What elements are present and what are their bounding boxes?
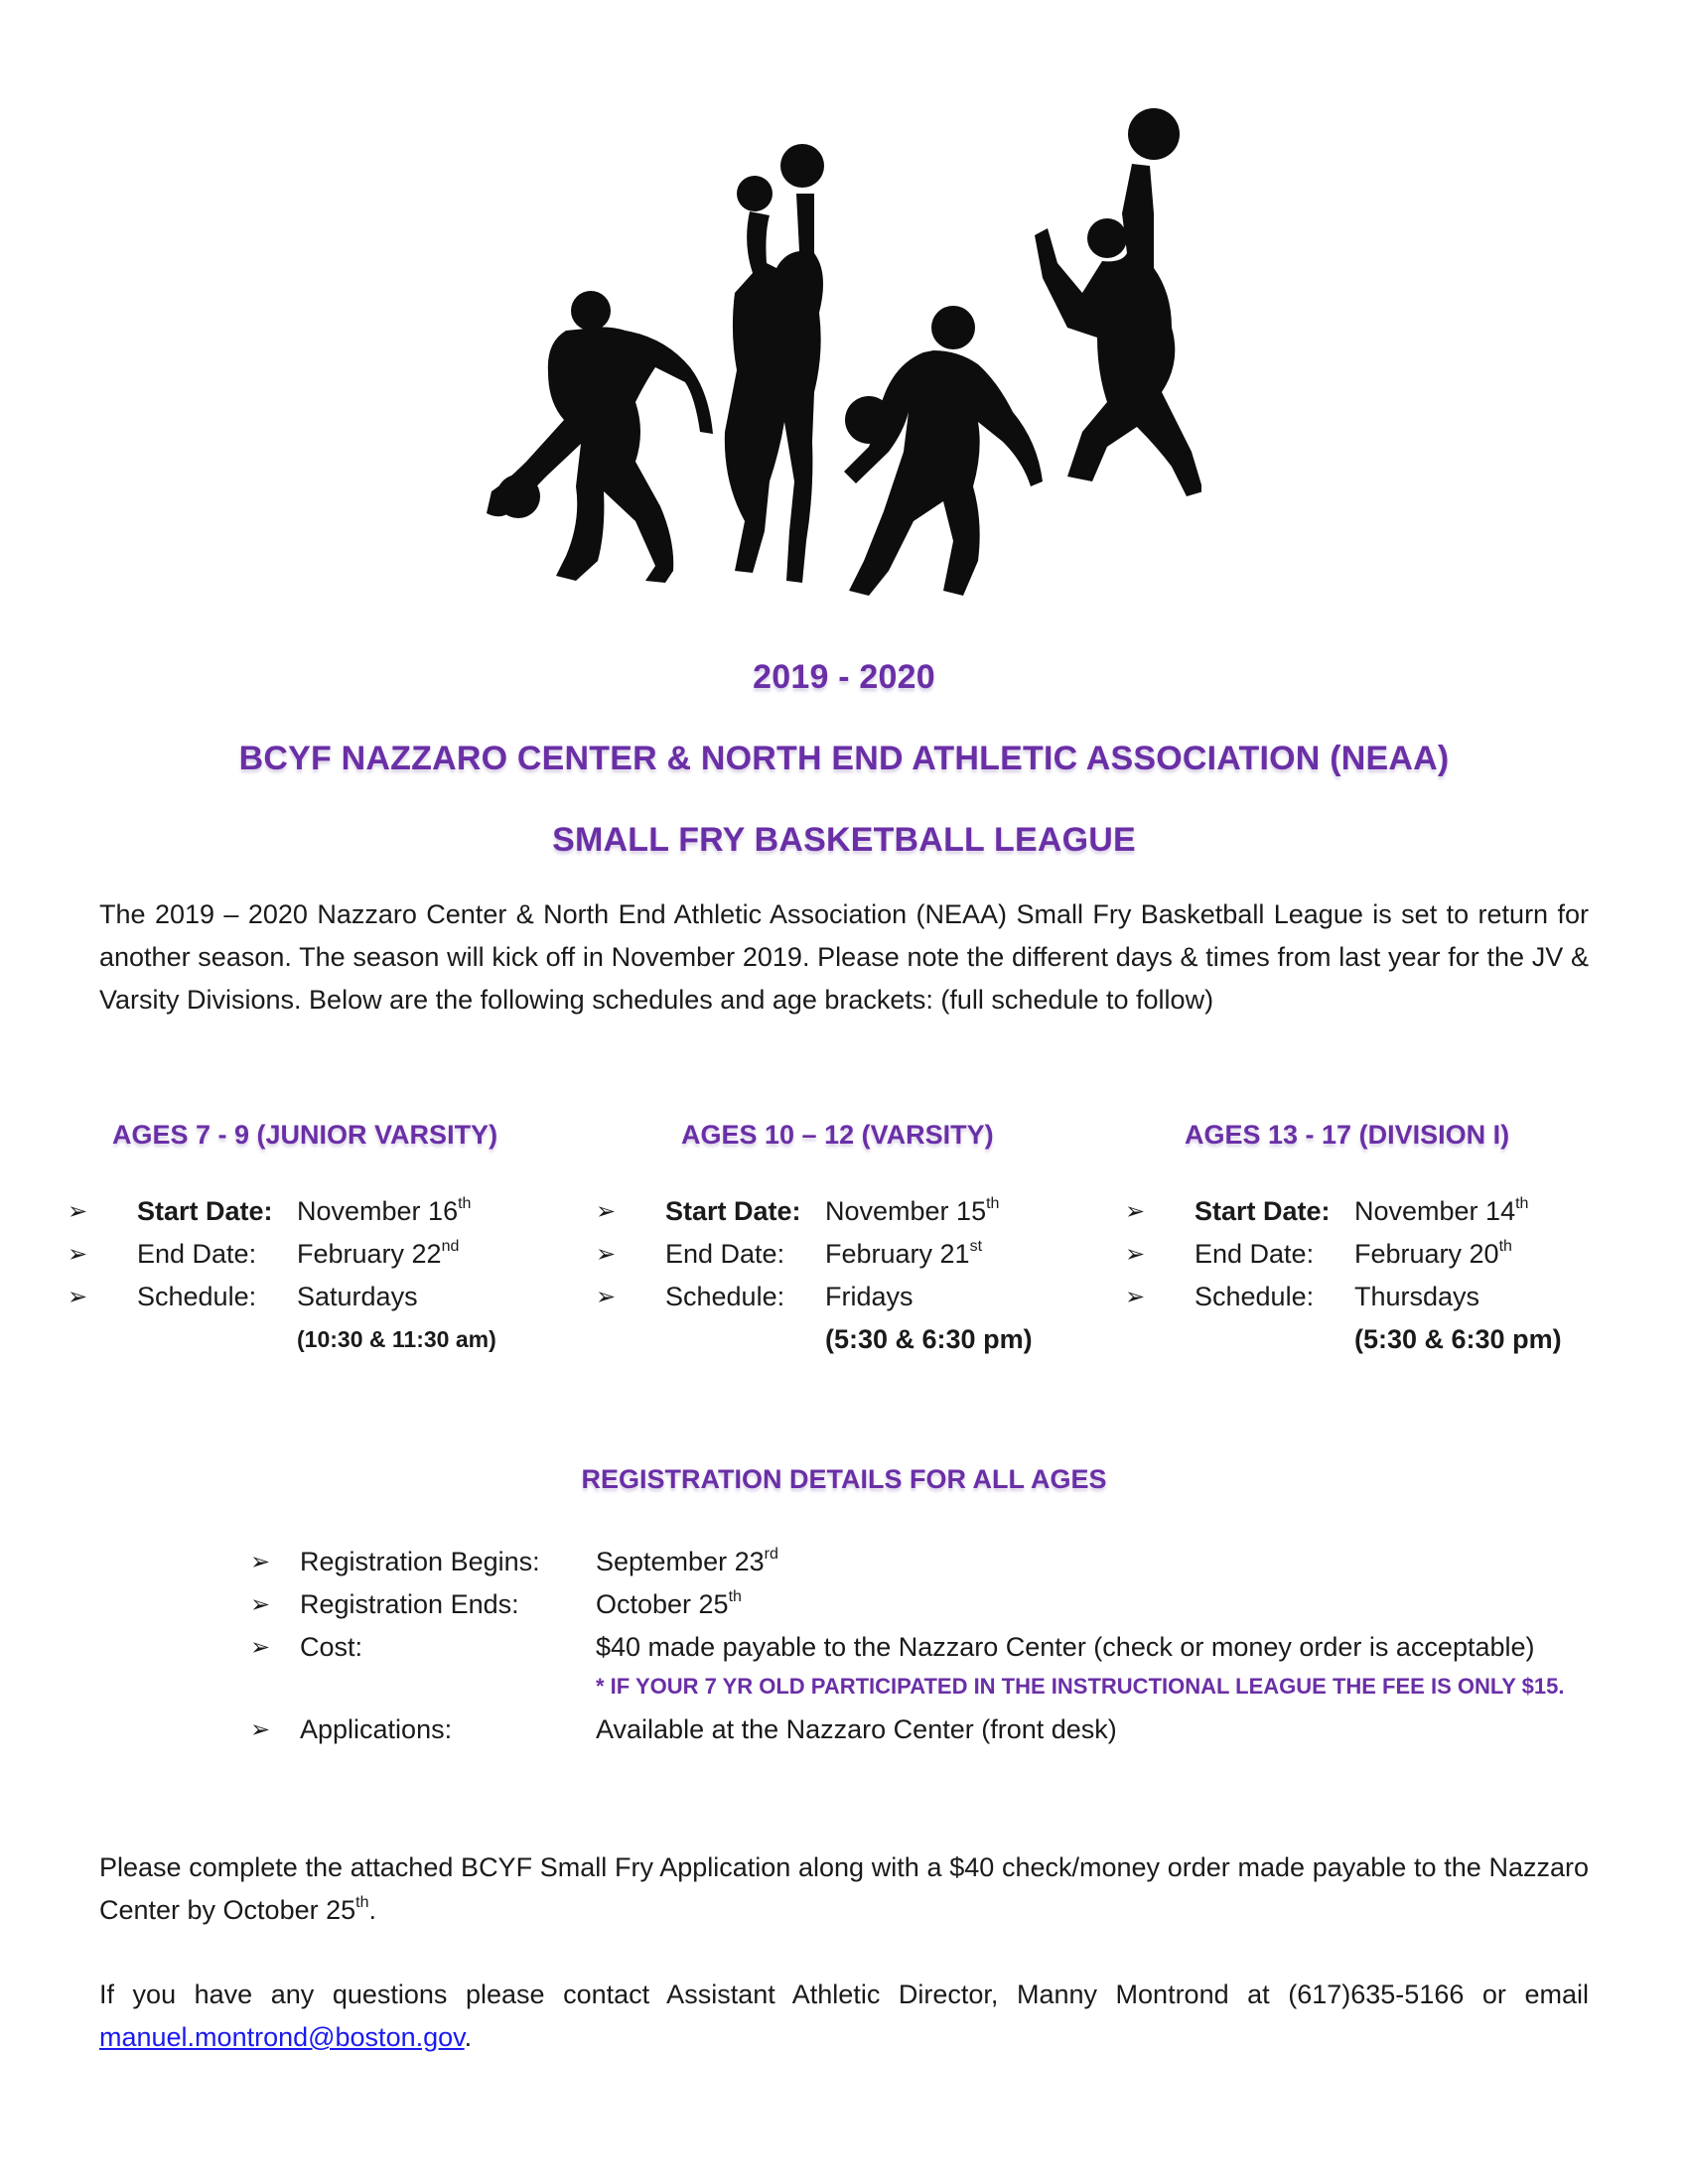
registration-begins-value: September 23rd: [596, 1546, 778, 1576]
intro-paragraph: The 2019 – 2020 Nazzaro Center & North End Athletic Association (NEAA) Small Fry Basketball League is set to return for another season. The season will kick off in November 2019. Please note the different days & times from last year for the JV & Varsity Divisions. Below are the following schedules and age brackets: (full schedule to follow): [99, 899, 1589, 1015]
start-date-label: Start Date:: [137, 1196, 273, 1226]
end-date-value: February 21st: [825, 1238, 983, 1269]
schedule-value: Fridays: [825, 1282, 914, 1311]
applications-value: Available at the Nazzaro Center (front desk): [596, 1714, 1117, 1744]
times-row: [596, 1318, 1152, 1361]
cost-label: Cost:: [300, 1632, 363, 1662]
registration-ends-value: October 25th: [596, 1588, 742, 1619]
division-title: AGES 7 - 9 (JUNIOR VARSITY): [112, 1120, 498, 1150]
end-date-label: End Date:: [137, 1239, 257, 1269]
schedule-label: Schedule:: [137, 1282, 257, 1311]
end-date-value: February 20th: [1354, 1238, 1512, 1269]
email-link[interactable]: manuel.montrond@boston.gov: [99, 2022, 465, 2052]
arrowhead-bullet-icon: ➢: [596, 1241, 617, 1268]
applications-label: Applications:: [300, 1714, 453, 1744]
arrowhead-bullet-icon: ➢: [68, 1198, 88, 1225]
division-varsity: [596, 1120, 1152, 1361]
schedule-times: (5:30 & 6:30 pm): [825, 1324, 1033, 1354]
arrowhead-bullet-icon: ➢: [1125, 1284, 1146, 1310]
schedule-times: (5:30 & 6:30 pm): [1354, 1324, 1562, 1354]
registration-ends-row: [250, 1583, 1601, 1626]
contact-paragraph: If you have any questions please contact Assistant Athletic Director, Manny Montrond at (617)635-5166 or email manuel.montrond@boston.gov.: [99, 1979, 1589, 2052]
registration-begins-label: Registration Begins:: [300, 1547, 540, 1576]
end-date-row: [596, 1233, 1152, 1276]
times-row: [1125, 1318, 1681, 1361]
division-title: AGES 13 - 17 (DIVISION I): [1185, 1120, 1510, 1150]
start-date-row: [596, 1190, 1152, 1233]
start-date-value: November 16th: [297, 1195, 472, 1226]
arrowhead-bullet-icon: ➢: [68, 1241, 88, 1268]
schedule-times: (10:30 & 11:30 am): [297, 1326, 496, 1352]
division-title: AGES 10 – 12 (VARSITY): [681, 1120, 994, 1150]
arrowhead-bullet-icon: ➢: [596, 1284, 617, 1310]
division-junior-varsity: [68, 1120, 624, 1361]
schedule-row: [1125, 1276, 1681, 1318]
arrowhead-bullet-icon: ➢: [250, 1716, 271, 1743]
start-date-label: Start Date:: [1195, 1196, 1331, 1226]
cost-note-row: [250, 1669, 1601, 1708]
league-heading: SMALL FRY BASKETBALL LEAGUE: [552, 821, 1136, 859]
season-years-heading: 2019 - 2020: [753, 658, 935, 696]
registration-list: [250, 1541, 1601, 1751]
end-date-row: [68, 1233, 624, 1276]
times-row: [68, 1318, 624, 1361]
organization-heading: BCYF NAZZARO CENTER & NORTH END ATHLETIC ASSOCIATION (NEAA): [238, 740, 1450, 777]
start-date-row: [68, 1190, 624, 1233]
schedule-value: Saturdays: [297, 1282, 418, 1311]
arrowhead-bullet-icon: ➢: [596, 1198, 617, 1225]
start-date-value: November 14th: [1354, 1195, 1529, 1226]
basketball-players-silhouette-icon: [487, 104, 1201, 611]
end-date-value: February 22nd: [297, 1238, 460, 1269]
applications-row: [250, 1708, 1601, 1751]
start-date-value: November 15th: [825, 1195, 1000, 1226]
registration-begins-row: [250, 1541, 1601, 1583]
cost-row: [250, 1626, 1601, 1669]
registration-ends-label: Registration Ends:: [300, 1589, 519, 1619]
registration-heading: REGISTRATION DETAILS FOR ALL AGES: [581, 1464, 1107, 1494]
complete-application-paragraph: Please complete the attached BCYF Small Fry Application along with a $40 check/money order made payable to the Nazzaro Center by October 25th.: [99, 1852, 1589, 1925]
arrowhead-bullet-icon: ➢: [250, 1549, 271, 1575]
schedule-label: Schedule:: [1195, 1282, 1315, 1311]
schedule-label: Schedule:: [665, 1282, 785, 1311]
arrowhead-bullet-icon: ➢: [1125, 1198, 1146, 1225]
end-date-label: End Date:: [665, 1239, 785, 1269]
cost-value: $40 made payable to the Nazzaro Center (check or money order is acceptable): [596, 1632, 1535, 1662]
cost-note: * IF YOUR 7 YR OLD PARTICIPATED IN THE INSTRUCTIONAL LEAGUE THE FEE IS ONLY $15.: [596, 1674, 1565, 1699]
schedule-row: [68, 1276, 624, 1318]
schedule-row: [596, 1276, 1152, 1318]
schedule-value: Thursdays: [1354, 1282, 1480, 1311]
arrowhead-bullet-icon: ➢: [250, 1634, 271, 1661]
division-i: [1125, 1120, 1681, 1361]
start-date-label: Start Date:: [665, 1196, 801, 1226]
end-date-label: End Date:: [1195, 1239, 1315, 1269]
arrowhead-bullet-icon: ➢: [68, 1284, 88, 1310]
arrowhead-bullet-icon: ➢: [1125, 1241, 1146, 1268]
start-date-row: [1125, 1190, 1681, 1233]
end-date-row: [1125, 1233, 1681, 1276]
arrowhead-bullet-icon: ➢: [250, 1591, 271, 1618]
